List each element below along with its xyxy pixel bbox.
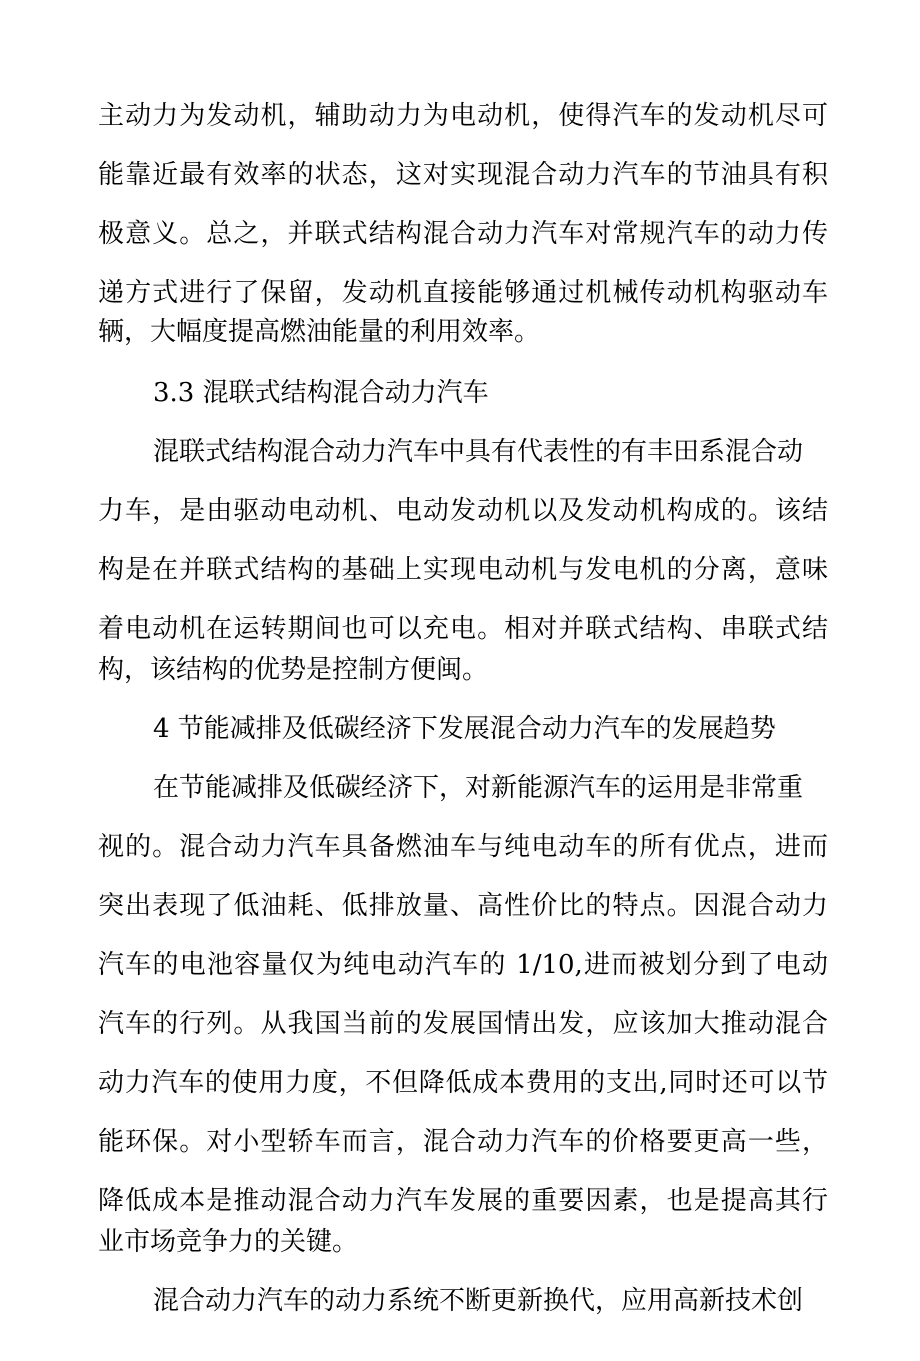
paragraph-line: 递方式进行了保留，发动机直接能够通过机械传动机构驱动车 — [98, 278, 828, 308]
paragraph-line: 汽车的行列。从我国当前的发展国情出发，应该加大推动混合 — [98, 1009, 828, 1039]
paragraph-line: 突出表现了低油耗、低排放量、高性价比的特点。因混合动力 — [98, 891, 828, 921]
paragraph-line: 力车，是由驱动电动机、电动发动机以及发动机构成的。该结 — [98, 496, 828, 526]
paragraph-line: 汽车的电池容量仅为纯电动汽车的 1/10,进而被划分到了电动 — [98, 950, 828, 980]
paragraph-line: 主动力为发动机，辅助动力为电动机，使得汽车的发动机尽可 — [98, 101, 828, 131]
paragraph-line: 混联式结构混合动力汽车中具有代表性的有丰田系混合动 — [153, 437, 804, 467]
paragraph-line: 业市场竞争力的关键。 — [98, 1227, 359, 1257]
paragraph-line: 着电动机在运转期间也可以充电。相对并联式结构、串联式结 — [98, 614, 828, 644]
paragraph-line: 能靠近最有效率的状态，这对实现混合动力汽车的节油具有积 — [98, 160, 828, 190]
paragraph-line: 降低成本是推动混合动力汽车发展的重要因素，也是提高其行 — [98, 1186, 828, 1216]
paragraph-line: 构，该结构的优势是控制方便闽。 — [98, 655, 489, 685]
section-heading-3-3: 3.3 混联式结构混合动力汽车 — [153, 378, 489, 408]
section-heading-4: 4 节能减排及低碳经济下发展混合动力汽车的发展趋势 — [153, 714, 776, 744]
paragraph-line: 动力汽车的使用力度，不但降低成本费用的支出,同时还可以节 — [98, 1068, 828, 1098]
paragraph-line: 能环保。对小型轿车而言，混合动力汽车的价格要更高一些， — [98, 1127, 828, 1157]
paragraph-line: 辆，大幅度提高燃油能量的利用效率。 — [98, 317, 541, 347]
paragraph-line: 视的。混合动力汽车具备燃油车与纯电动车的所有优点，进而 — [98, 832, 828, 862]
paragraph-line: 极意义。总之，并联式结构混合动力汽车对常规汽车的动力传 — [98, 219, 828, 249]
paragraph-line: 构是在并联式结构的基础上实现电动机与发电机的分离，意味 — [98, 555, 828, 585]
paragraph-line: 混合动力汽车的动力系统不断更新换代，应用高新技术创 — [153, 1286, 804, 1316]
paragraph-line: 在节能减排及低碳经济下，对新能源汽车的运用是非常重 — [153, 773, 804, 803]
